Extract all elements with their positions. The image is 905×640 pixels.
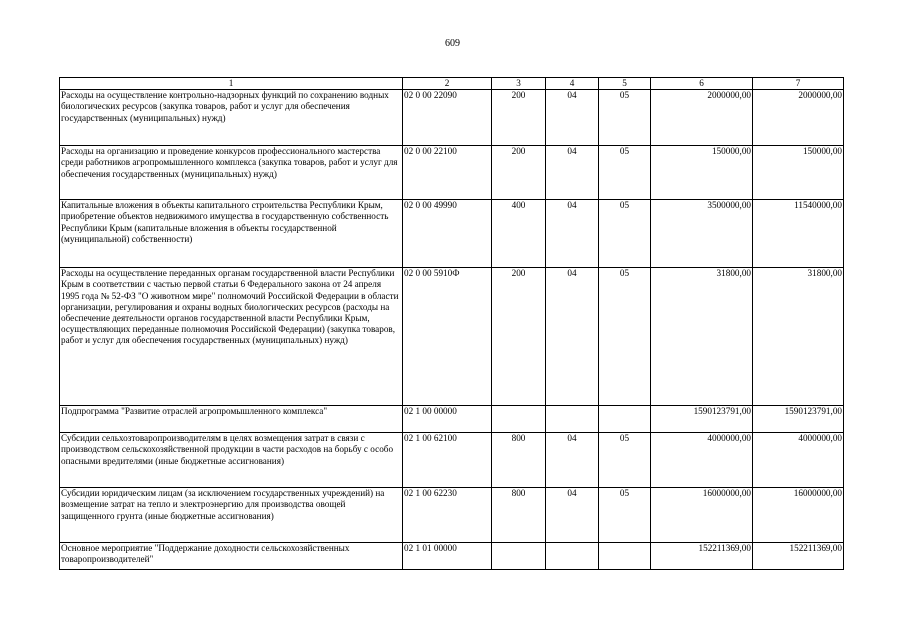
row-col4 xyxy=(546,406,599,433)
row-col4: 04 xyxy=(546,90,599,146)
col-header-2: 2 xyxy=(403,78,492,90)
row-col3: 200 xyxy=(492,90,546,146)
row-name: Расходы на организацию и проведение конкурсов профессионального мастерства среди работников агропромышленного комплекса (закупка товаров, работ и услуг для обеспечения государственных (муниципальных) нужд) xyxy=(60,146,403,200)
row-code: 02 0 00 5910Ф xyxy=(403,268,492,406)
row-sum-6: 16000000,00 xyxy=(651,488,753,543)
row-col3: 200 xyxy=(492,268,546,406)
col-header-5: 5 xyxy=(599,78,651,90)
row-sum-7: 16000000,00 xyxy=(753,488,844,543)
row-col5: 05 xyxy=(599,488,651,543)
row-name: Расходы на осуществление контрольно-надзорных функций по сохранению водных биологических ресурсов (закупка товаров, работ и услуг для обеспечения государственных (муниципальных) нужд) xyxy=(60,90,403,146)
row-sum-7: 2000000,00 xyxy=(753,90,844,146)
row-col3: 800 xyxy=(492,488,546,543)
row-col5: 05 xyxy=(599,433,651,488)
row-sum-6: 152211369,00 xyxy=(651,543,753,570)
row-name: Подпрограмма "Развитие отраслей агропромышленного комплекса" xyxy=(60,406,403,433)
header-row xyxy=(60,78,844,90)
row-code: 02 1 00 00000 xyxy=(403,406,492,433)
table-row xyxy=(60,90,844,146)
budget-table xyxy=(59,77,844,570)
row-col3: 800 xyxy=(492,433,546,488)
row-sum-6: 1590123791,00 xyxy=(651,406,753,433)
table-row xyxy=(60,406,844,433)
table-row xyxy=(60,268,844,406)
row-code: 02 1 00 62230 xyxy=(403,488,492,543)
row-col3 xyxy=(492,406,546,433)
row-sum-6: 31800,00 xyxy=(651,268,753,406)
row-sum-7: 1590123791,00 xyxy=(753,406,844,433)
row-code: 02 0 00 22100 xyxy=(403,146,492,200)
row-sum-6: 3500000,00 xyxy=(651,200,753,268)
row-sum-7: 4000000,00 xyxy=(753,433,844,488)
row-name: Субсидии сельхозтоваропроизводителям в целях возмещения затрат в связи с производством сельскохозяйственной продукции в части расходов на борьбу с особо опасными вредителями (иные бюджетные ассигнования) xyxy=(60,433,403,488)
col-header-7: 7 xyxy=(753,78,844,90)
table-row xyxy=(60,543,844,570)
row-sum-7: 11540000,00 xyxy=(753,200,844,268)
row-sum-6: 150000,00 xyxy=(651,146,753,200)
row-code: 02 1 00 62100 xyxy=(403,433,492,488)
row-col5 xyxy=(599,406,651,433)
row-col5: 05 xyxy=(599,268,651,406)
row-code: 02 0 00 49990 xyxy=(403,200,492,268)
row-sum-7: 152211369,00 xyxy=(753,543,844,570)
col-header-6: 6 xyxy=(651,78,753,90)
row-col4 xyxy=(546,543,599,570)
row-col5: 05 xyxy=(599,146,651,200)
row-col4: 04 xyxy=(546,488,599,543)
row-col5: 05 xyxy=(599,200,651,268)
page-number: 609 xyxy=(445,38,460,49)
table-row xyxy=(60,146,844,200)
row-col3: 200 xyxy=(492,146,546,200)
row-col4: 04 xyxy=(546,433,599,488)
col-header-3: 3 xyxy=(492,78,546,90)
row-name: Капитальные вложения в объекты капитального строительства Республики Крым, приобретение объектов недвижимого имущества в государственную собственность Республики Крым (капитальные вложения в объекты государственной (муниципальной) собственности) xyxy=(60,200,403,268)
row-sum-6: 4000000,00 xyxy=(651,433,753,488)
table-row xyxy=(60,433,844,488)
row-name: Расходы на осуществление переданных органам государственной власти Республики Крым в соответствии с частью первой статьи 6 Федерального закона от 24 апреля 1995 года № 52-ФЗ "О животном мире" полномочий Российской Федерации в области организации, регулирования и охраны водных биологических ресурсов (расходы на обеспечение деятельности органов государственной власти Республики Крым, осуществляющих переданные полномочия Российской Федерации) (закупка товаров, работ и услуг для обеспечения государственных (муниципальных) нужд) xyxy=(60,268,403,406)
row-name: Основное мероприятие "Поддержание доходности сельскохозяйственных товаропроизводителей" xyxy=(60,543,403,570)
row-sum-6: 2000000,00 xyxy=(651,90,753,146)
table-row xyxy=(60,200,844,268)
row-col3 xyxy=(492,543,546,570)
row-col4: 04 xyxy=(546,268,599,406)
row-sum-7: 31800,00 xyxy=(753,268,844,406)
col-header-4: 4 xyxy=(546,78,599,90)
row-sum-7: 150000,00 xyxy=(753,146,844,200)
row-col4: 04 xyxy=(546,146,599,200)
table-row xyxy=(60,488,844,543)
row-col5: 05 xyxy=(599,90,651,146)
row-name: Субсидии юридическим лицам (за исключением государственных учреждений) на возмещение затрат на тепло и электроэнергию для производства овощей защищенного грунта (иные бюджетные ассигнования) xyxy=(60,488,403,543)
col-header-1: 1 xyxy=(60,78,403,90)
row-code: 02 1 01 00000 xyxy=(403,543,492,570)
row-col4: 04 xyxy=(546,200,599,268)
row-code: 02 0 00 22090 xyxy=(403,90,492,146)
row-col5 xyxy=(599,543,651,570)
row-col3: 400 xyxy=(492,200,546,268)
